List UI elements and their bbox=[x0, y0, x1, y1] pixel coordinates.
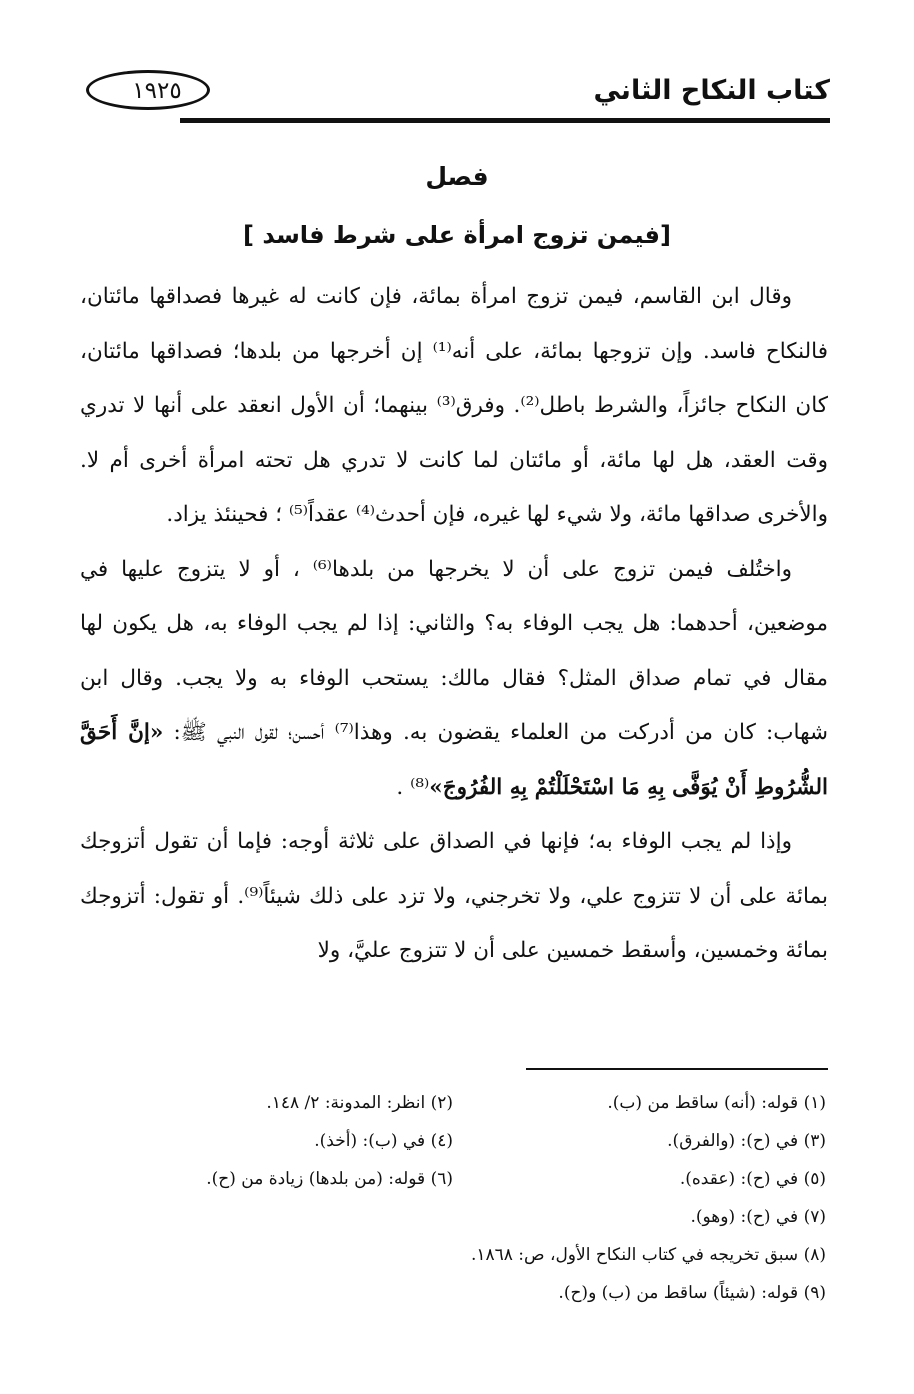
footnote-5: (٥) في (ح): (عقده). bbox=[679, 1169, 826, 1189]
section-title: فصل bbox=[425, 162, 489, 191]
section-subtitle: [فيمن تزوج امرأة على شرط فاسد ] bbox=[243, 221, 671, 249]
footnote-7: (٧) في (ح): (وهو). bbox=[690, 1207, 826, 1227]
book-title: كتاب النكاح الثاني bbox=[593, 75, 830, 106]
hadith-quote: «إنَّ أَحَقَّ الشُّرُوطِ أَنْ يُوَفَّى بِهِ مَا اسْتَحْلَلْتُمْ بِهِ الفُرُوجَ» bbox=[80, 720, 828, 800]
header-divider bbox=[180, 118, 830, 123]
footnote-9: (٩) قوله: (شيئاً) ساقط من (ب) و(ح). bbox=[558, 1283, 826, 1303]
footnote-row bbox=[80, 1122, 826, 1160]
footnote-row bbox=[80, 1236, 826, 1274]
footnote-3: (٣) في (ح): (والفرق). bbox=[667, 1131, 826, 1151]
page-number: ١٩٢٥ bbox=[132, 78, 182, 104]
footnote-row bbox=[80, 1198, 826, 1236]
footnote-2: (٢) انظر: المدونة: ٢/ ١٤٨. bbox=[266, 1093, 453, 1113]
paragraph-3: وإذا لم يجب الوفاء به؛ فإنها في الصداق على ثلاثة أوجه: فإما أن تقول أتزوجك بمائة على أن لا تتزوج علي، ولا تخرجني، ولا تزد على ذلك شيئاً⁽⁹⁾. أو تقول: أتزوجك بمائة وخمسين، وأسقط خمسين على أن لا تتزوج عليَّ، ولا bbox=[80, 829, 828, 963]
footnotes bbox=[80, 1084, 826, 1312]
footnote-4: (٤) في (ب): (أخذ). bbox=[314, 1131, 453, 1151]
footnote-row bbox=[80, 1084, 826, 1122]
running-header bbox=[78, 66, 830, 126]
footnote-divider bbox=[526, 1068, 828, 1070]
main-text bbox=[80, 270, 828, 979]
footnote-row bbox=[80, 1160, 826, 1198]
paragraph-2-text: واختُلف فيمن تزوج على أن لا يخرجها من بلدها⁽⁶⁾ ، أو لا يتزوج عليها في موضعين، أحدهما: هل يجب الوفاء به؟ والثاني: إذا لم يجب الوفاء به، هل يكون لها مقال في تمام صداق المثل؟ فقال مالك: يستحب الوفاء به ولا يجب. وقال ابن شهاب: كان من أدركت من العلماء يقضون به. وهذا⁽⁷⁾ أحسن؛ لقول النبي ﷺ: bbox=[80, 556, 828, 745]
paragraph-2 bbox=[80, 543, 828, 816]
paragraph-1: وقال ابن القاسم، فيمن تزوج امرأة بمائة، فإن كانت له غيرها فصداقها مائتان، فالنكاح فاسد. وإن تزوجها بمائة، على أنه⁽¹⁾ إن أخرجها من بلدها؛ فصداقها مائتان، كان النكاح جائزاً، والشرط باطل⁽²⁾. وفرق⁽³⁾ بينهما؛ أن الأول انعقد على أنها لا تدري وقت العقد، هل لها مائة، أو مائتان لما كانت لا تدري هل تحته امرأة أخرى أم لا. والأخرى صداقها مائة، ولا شيء لها غيره، فإن أحدث⁽⁴⁾ عقداً⁽⁵⁾ ؛ فحينئذ يزاد. bbox=[80, 284, 828, 527]
footnote-8: (٨) سبق تخريجه في كتاب النكاح الأول، ص: ١٨٦٨. bbox=[470, 1245, 826, 1265]
footnote-6: (٦) قوله: (من بلدها) زيادة من (ح). bbox=[206, 1169, 453, 1189]
footnote-1: (١) قوله: (أنه) ساقط من (ب). bbox=[607, 1093, 826, 1113]
footnote-row bbox=[80, 1274, 826, 1312]
paragraph-2-end: ⁽⁸⁾ . bbox=[396, 774, 430, 800]
